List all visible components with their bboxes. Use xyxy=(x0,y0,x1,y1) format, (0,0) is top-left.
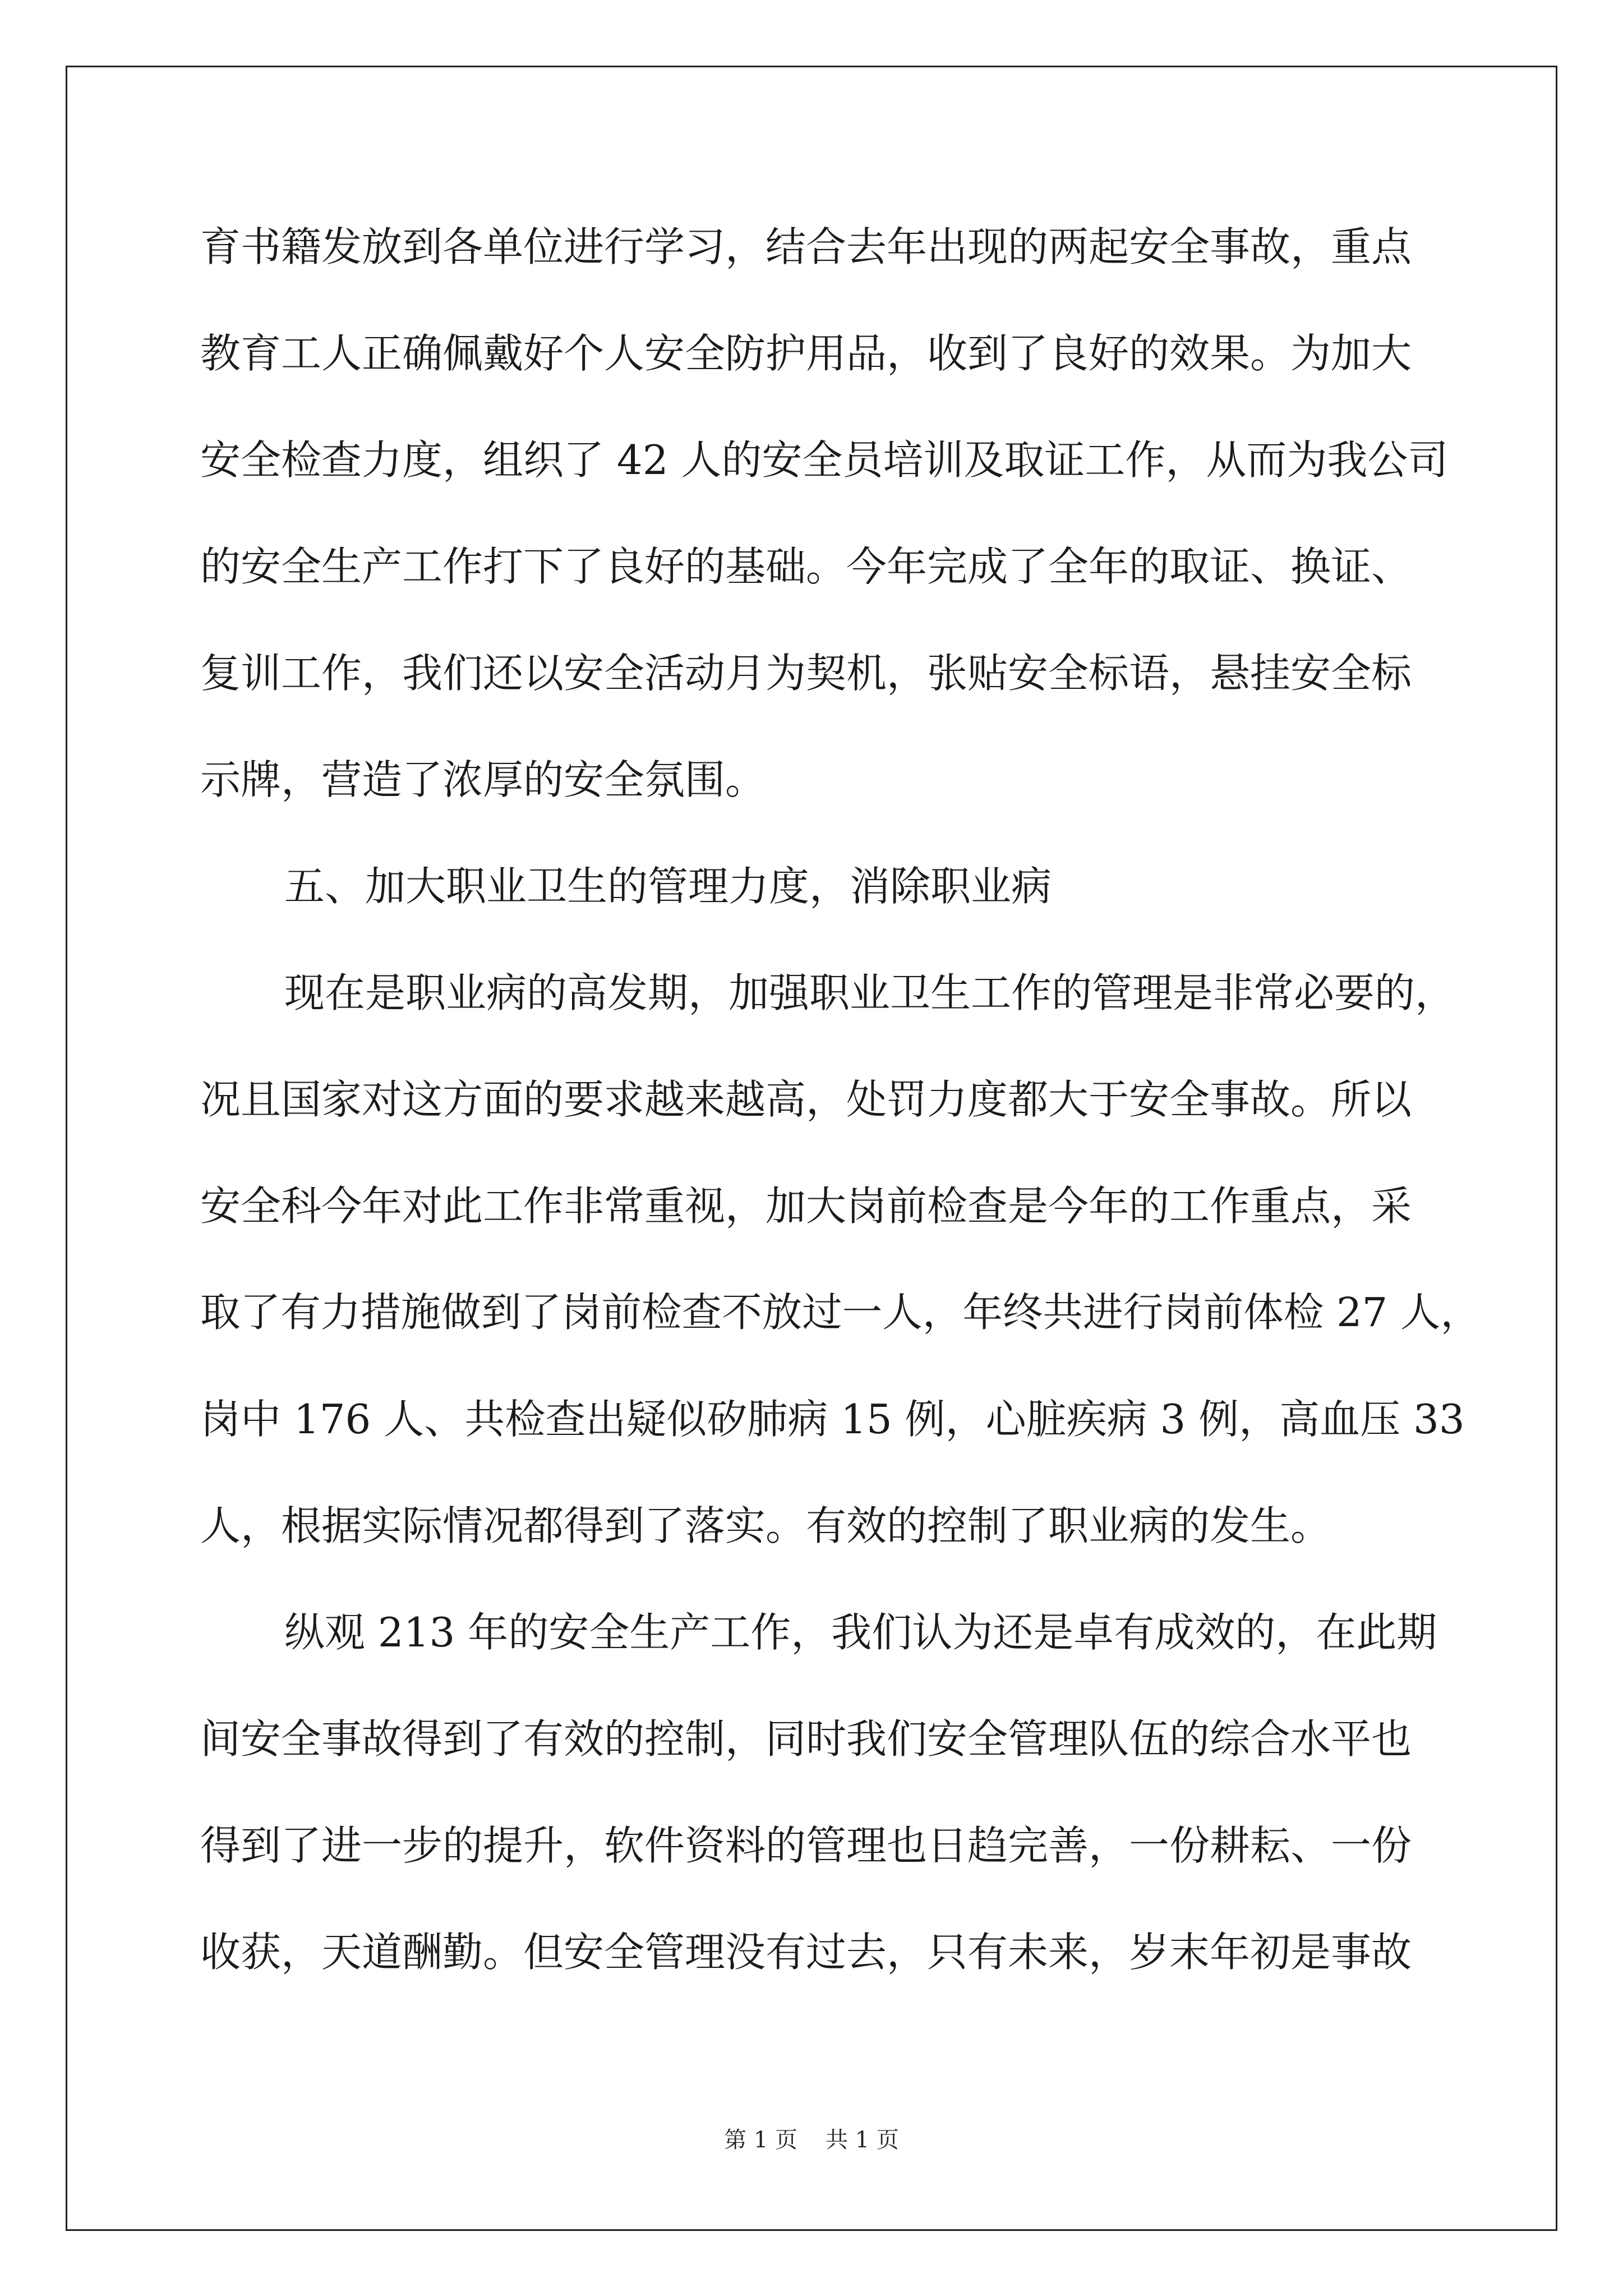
body-line: 收获，天道酬勤。但安全管理没有过去，只有未来，岁末年初是事故 xyxy=(200,1929,1412,1976)
body-line: 现在是职业病的高发期，加强职业卫生工作的管理是非常必要的， xyxy=(284,969,1456,1016)
body-line: 育书籍发放到各单位进行学习，结合去年出现的两起安全事故，重点 xyxy=(200,223,1412,270)
section-heading: 五、加大职业卫生的管理力度，消除职业病 xyxy=(284,863,1052,910)
body-line: 得到了进一步的提升，软件资料的管理也日趋完善，一份耕耘、一份 xyxy=(200,1822,1412,1869)
body-line: 取了有力措施做到了岗前检查不放过一人，年终共进行岗前体检 27 人， xyxy=(200,1289,1481,1336)
page-footer xyxy=(0,2126,1623,2154)
body-line: 复训工作，我们还以安全活动月为契机，张贴安全标语，悬挂安全标 xyxy=(200,650,1412,697)
body-line: 教育工人正确佩戴好个人安全防护用品，收到了良好的效果。为加大 xyxy=(200,330,1412,377)
page-number-total: 共 1 页 xyxy=(826,2127,899,2153)
body-line: 安全检查力度，组织了 42 人的安全员培训及取证工作，从而为我公司 xyxy=(200,436,1449,484)
page-border xyxy=(66,66,1557,2231)
body-line: 岗中 176 人、共检查出疑似矽肺病 15 例，心脏疾病 3 例，高血压 33 xyxy=(200,1396,1465,1443)
page-number-current: 第 1 页 xyxy=(724,2127,797,2153)
body-line: 间安全事故得到了有效的控制，同时我们安全管理队伍的综合水平也 xyxy=(200,1715,1412,1763)
body-line: 的安全生产工作打下了良好的基础。今年完成了全年的取证、换证、 xyxy=(200,543,1412,590)
body-line: 安全科今年对此工作非常重视，加大岗前检查是今年的工作重点，采 xyxy=(200,1182,1412,1230)
body-line: 示牌，营造了浓厚的安全氛围。 xyxy=(200,756,766,803)
body-line: 纵观 213 年的安全生产工作，我们认为还是卓有成效的，在此期 xyxy=(284,1609,1437,1656)
body-line: 人，根据实际情况都得到了落实。有效的控制了职业病的发生。 xyxy=(200,1502,1331,1549)
body-line: 况且国家对这方面的要求越来越高，处罚力度都大于安全事故。所以 xyxy=(200,1076,1412,1123)
